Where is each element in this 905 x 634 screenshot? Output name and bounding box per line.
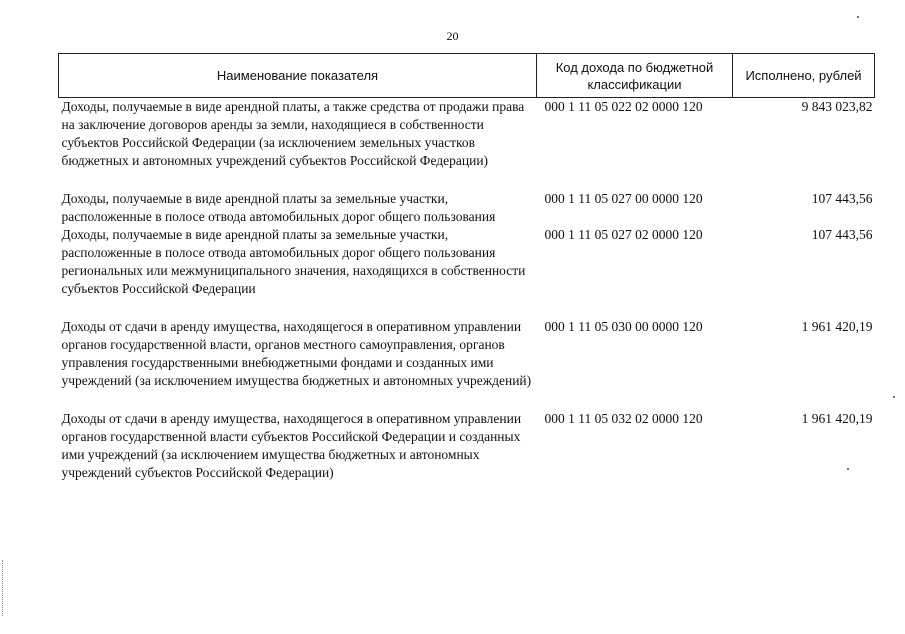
table-header-row xyxy=(59,54,875,98)
row-indicator-name: Доходы от сдачи в аренду имущества, находящегося в оперативном управлении органов государственной власти субъектов Российской Федерации и созданных ими учреждений (за исключением имущества бюджетных и автономных учреждений субъектов Российской Федерации) xyxy=(61,411,522,480)
table-row xyxy=(59,410,875,482)
row-revenue-code: 000 1 11 05 030 00 0000 120 xyxy=(544,319,703,334)
row-revenue-code: 000 1 11 05 027 00 0000 120 xyxy=(544,191,703,206)
row-executed-amount: 1 961 420,19 xyxy=(801,411,873,426)
row-revenue-code: 000 1 11 05 027 02 0000 120 xyxy=(544,227,703,242)
row-spacer xyxy=(59,170,875,190)
table-row xyxy=(59,190,875,226)
row-executed-amount: 1 961 420,19 xyxy=(801,319,873,334)
row-indicator-name: Доходы от сдачи в аренду имущества, находящегося в оперативном управлении органов государственной власти, органов местного самоуправления, органов управления государственными внебюджетными фондами и созданных ими учреждений (за исключением имущества бюджетных и автономных учреждений) xyxy=(61,319,532,388)
row-indicator-name: Доходы, получаемые в виде арендной платы за земельные участки, расположенные в полосе отвода автомобильных дорог общего пользования региональных или межмуниципального значения, находящихся в собственности субъектов Российской Федерации xyxy=(61,227,526,296)
row-executed-amount: 9 843 023,82 xyxy=(801,99,873,114)
table-row xyxy=(59,318,875,390)
row-indicator-name: Доходы, получаемые в виде арендной платы, а также средства от продажи права на заключение договоров аренды за земли, находящиеся в собственности субъектов Российской Федерации (за исключением земельных участков бюджетных и автономных учреждений субъектов Российской Федерации) xyxy=(61,99,525,168)
table-row xyxy=(59,226,875,298)
scan-speck xyxy=(857,16,859,18)
row-indicator-name: Доходы, получаемые в виде арендной платы за земельные участки, расположенные в полосе отвода автомобильных дорог общего пользования xyxy=(61,191,496,224)
page-number: 20 xyxy=(446,29,459,43)
row-spacer xyxy=(59,390,875,410)
header-revenue-code: Код дохода по бюджетной классификации xyxy=(537,54,733,98)
row-revenue-code: 000 1 11 05 032 02 0000 120 xyxy=(544,411,703,426)
scan-edge-noise xyxy=(2,560,5,616)
row-executed-amount: 107 443,56 xyxy=(811,227,873,242)
row-revenue-code: 000 1 11 05 022 02 0000 120 xyxy=(544,99,703,114)
row-spacer xyxy=(59,298,875,318)
table-row xyxy=(59,98,875,171)
scan-speck xyxy=(847,468,849,470)
revenue-table xyxy=(58,53,875,482)
scan-speck xyxy=(893,396,895,398)
header-indicator-name: Наименование показателя xyxy=(59,54,537,98)
header-executed-amount: Исполнено, рублей xyxy=(733,54,875,98)
row-executed-amount: 107 443,56 xyxy=(811,191,873,206)
